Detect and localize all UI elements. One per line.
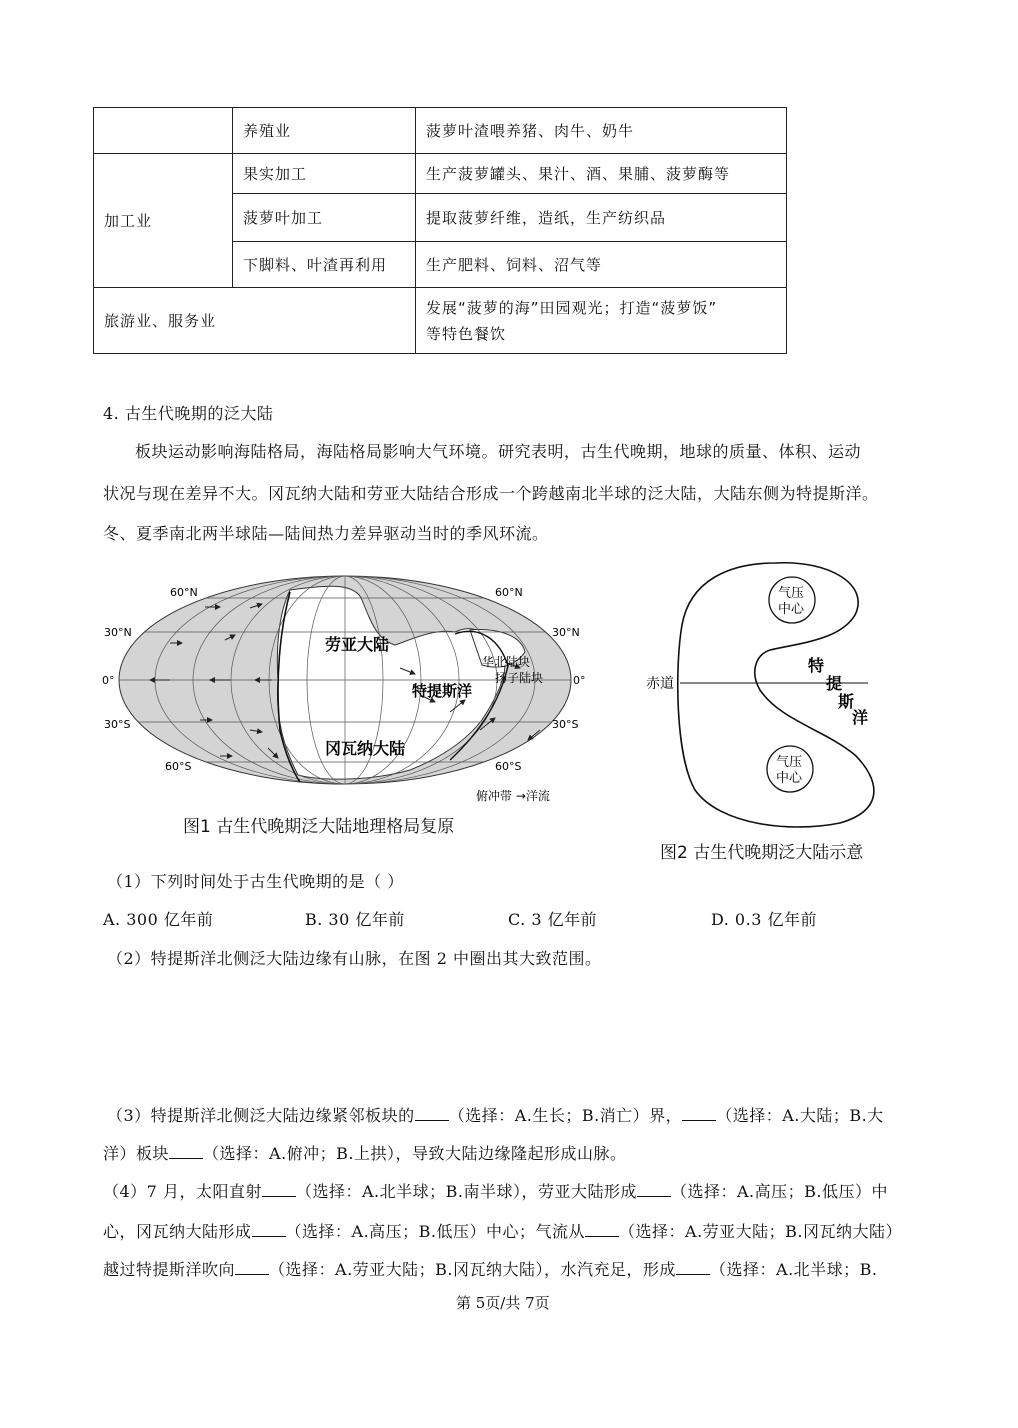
north-china-label: 华北陆块 [482, 655, 531, 669]
q3-text: （3）特提斯洋北侧泛大陆边缘紧邻板块的 [107, 1106, 415, 1125]
lat-label: 60°N [170, 586, 198, 599]
lat-label: 60°S [165, 760, 192, 773]
table-cell-line: 等特色餐饮 [426, 324, 507, 343]
table-cell-line: 发展“菠萝的海”田园观光；打造“菠萝饭” [426, 298, 718, 317]
pressure-label: 中心 [776, 771, 803, 786]
table-cell: 下脚料、叶渣再利用 [233, 242, 416, 288]
answer-blank[interactable] [637, 1182, 671, 1197]
ocean-char: 斯 [838, 692, 855, 711]
figure-2-caption: 图2 古生代晚期泛大陆示意 [660, 843, 864, 863]
ocean-char: 提 [826, 674, 843, 693]
lat-label: 30°S [552, 718, 579, 731]
gondwana-label: 冈瓦纳大陆 [325, 739, 406, 758]
q3-text: （选择：A.生长；B.消亡）界， [448, 1106, 683, 1125]
answer-blank[interactable] [262, 1182, 296, 1197]
table-cell: 提取菠萝纤维，造纸，生产纺织品 [416, 194, 787, 242]
answer-blank[interactable] [252, 1222, 286, 1237]
lat-label: 0° [573, 674, 586, 687]
lat-label: 0° [102, 674, 115, 687]
q3-text: 洋）板块 [103, 1144, 170, 1163]
laurasia-label: 劳亚大陆 [325, 635, 390, 654]
q4-text: （选择：A.高压；B.低压）中 [670, 1182, 888, 1201]
figure-2-diagram [640, 555, 900, 835]
question-4-line2 [103, 1214, 902, 1250]
q4-text: 越过特提斯洋吹向 [103, 1260, 236, 1279]
table-cell: 果实加工 [233, 154, 416, 194]
q4-text: （4）7 月，太阳直射 [103, 1182, 262, 1201]
option-a: A. 300 亿年前 [103, 910, 214, 929]
lat-label: 30°N [552, 626, 580, 639]
lat-label: 60°N [495, 586, 523, 599]
answer-blank[interactable] [415, 1106, 449, 1121]
question-1: （1）下列时间处于古生代晚期的是（ ） [107, 872, 404, 891]
lat-label: 30°N [104, 626, 132, 639]
question-4-line1 [103, 1174, 888, 1210]
option-b: B. 30 亿年前 [305, 910, 405, 929]
table-cell [94, 108, 233, 154]
question-3-line2 [103, 1136, 627, 1172]
industry-table [93, 107, 787, 354]
yangtze-label: 扬子陆块 [495, 671, 544, 685]
figure-1-map [102, 570, 600, 810]
tethys-label: 特提斯洋 [412, 682, 473, 700]
table-cell: 旅游业、服务业 [94, 288, 416, 354]
pressure-label: 气压 [776, 755, 803, 770]
q4-text: 心，冈瓦纳大陆形成 [103, 1222, 252, 1241]
question-2: （2）特提斯洋北侧泛大陆边缘有山脉，在图 2 中圈出其大致范围。 [107, 949, 602, 968]
table-cell [416, 288, 787, 354]
question-4-line3 [103, 1252, 878, 1288]
q3-text: （选择：A.大陆；B.大 [716, 1106, 884, 1125]
figure-1-caption: 图1 古生代晚期泛大陆地理格局复原 [183, 817, 455, 837]
equator-label: 赤道 [646, 676, 674, 692]
paragraph-line: 冬、夏季南北两半球陆—陆间热力差异驱动当时的季风环流。 [103, 524, 549, 543]
q4-text: （选择：A.高压；B.低压）中心；气流从 [285, 1222, 586, 1241]
ocean-char: 特 [808, 656, 825, 675]
paragraph-line: 状况与现在差异不大。冈瓦纳大陆和劳亚大陆结合形成一个跨越南北半球的泛大陆，大陆东侧为特提斯洋。 [103, 484, 879, 503]
answer-blank[interactable] [585, 1222, 619, 1237]
q4-text: （选择：A.劳亚大陆；B.冈瓦纳大陆），水汽充足，形成 [269, 1260, 677, 1279]
table-cell: 生产菠萝罐头、果汁、酒、果脯、菠萝酶等 [416, 154, 787, 194]
table-cell: 菠萝叶加工 [233, 194, 416, 242]
answer-blank[interactable] [235, 1260, 269, 1275]
table-cell: 菠萝叶渣喂养猪、肉牛、奶牛 [416, 108, 787, 154]
q4-text: （选择：A.北半球；B. [710, 1260, 878, 1279]
pressure-label: 气压 [778, 586, 805, 601]
page-footer: 第 5页/共 7页 [456, 1294, 550, 1312]
answer-blank[interactable] [676, 1260, 710, 1275]
table-cell: 加工业 [94, 154, 233, 288]
option-c: C. 3 亿年前 [508, 910, 598, 929]
pressure-label: 中心 [778, 602, 805, 617]
q4-text: （选择：A.劳亚大陆；B.冈瓦纳大陆） [619, 1222, 903, 1241]
q3-text: （选择：A.俯冲；B.上拱），导致大陆边缘隆起形成山脉。 [203, 1144, 627, 1163]
table-cell: 生产肥料、饲料、沼气等 [416, 242, 787, 288]
q4-text: （选择：A.北半球；B.南半球），劳亚大陆形成 [295, 1182, 637, 1201]
paragraph-line: 板块运动影响海陆格局，海陆格局影响大气环境。研究表明，古生代晚期，地球的质量、体积、运动 [135, 442, 862, 461]
legend: 俯冲带 →洋流 [476, 789, 550, 803]
table-cell: 养殖业 [233, 108, 416, 154]
answer-blank[interactable] [169, 1144, 203, 1159]
lat-label: 30°S [104, 718, 131, 731]
answer-blank[interactable] [682, 1106, 716, 1121]
question-3-line1 [107, 1098, 884, 1134]
ocean-char: 洋 [852, 708, 869, 727]
lat-label: 60°S [495, 760, 522, 773]
option-d: D. 0.3 亿年前 [711, 910, 817, 929]
section-title: 4. 古生代晚期的泛大陆 [103, 404, 274, 423]
